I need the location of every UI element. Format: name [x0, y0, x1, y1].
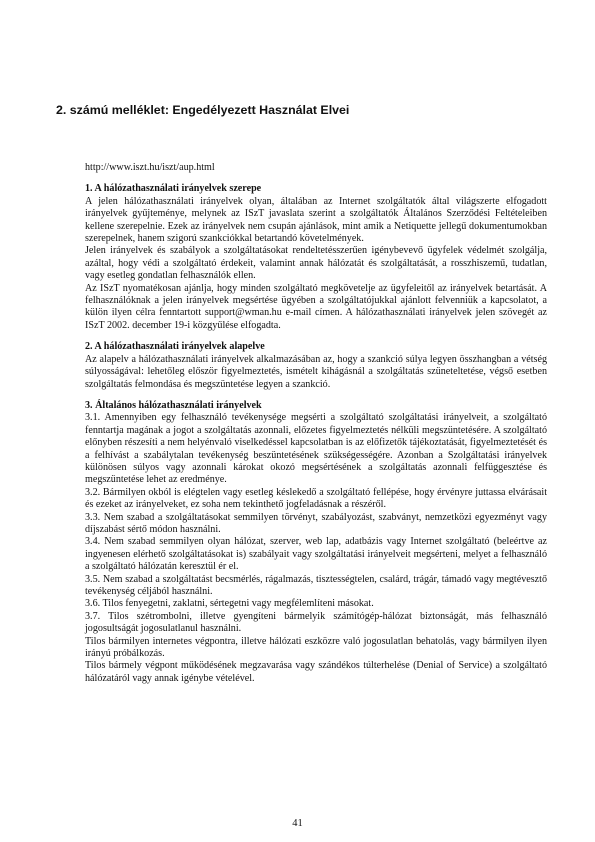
document-body	[85, 162, 547, 694]
section-1	[85, 183, 547, 332]
page-title: 2. számú melléklet: Engedélyezett Használat Elvei	[56, 103, 350, 117]
section-3	[85, 400, 547, 685]
paragraph: Jelen irányelvek és szabályok a szolgáltatásokat rendeltetésszerűen igénybevevő ügyfelek védelmét szolgálja, azáltal, hogy védi a szolgáltató érdekeit, valamint annak hálózatát és szolgáltatását, a rosszhiszemű, tudatlan, vagy esetleg gondatlan felhasználók ellen.	[85, 245, 547, 282]
source-url[interactable]: http://www.iszt.hu/iszt/aup.html	[85, 162, 215, 173]
paragraph: Tilos bármely végpont működésének megzavarása vagy szándékos túlterhelése (Denial of Service) a szolgáltató hálózatáról vagy annak igénybe vételével.	[85, 660, 547, 684]
paragraph: 3.4. Nem szabad semmilyen olyan hálózat, szerver, web lap, adatbázis vagy Internet szolgáltató (beleértve az ingyenesen elérhető szolgáltatásokat is) szabályait vagy szolgáltatási irányelveit megsérteni, melyet a felhasználó a szolgáltató hálózatán keresztül ér el.	[85, 536, 547, 573]
section-2	[85, 341, 547, 391]
paragraph: Az ISzT nyomatékosan ajánlja, hogy minden szolgáltató megkövetelje az ügyfeleitől az irányelvek betartását. A felhasználóknak a jelen irányelvek megsértése ügyében a szolgáltatójukkal ajánlott felvenniük a kapcsolatot, a külön ilyen célra fenntartott support@wman.hu e-mail címen. A hálózathasználati irányelvek jelen szövegét az ISzT 2002. december 19-i közgyűlése elfogadta.	[85, 282, 547, 331]
paragraph: A jelen hálózathasználati irányelvek olyan, általában az Internet szolgáltatók által világszerte elfogadott irányelvek gyűjteménye, melynek az ISzT javaslata szerint a szolgáltatók Általános Szerződési Feltételeiben kellene szerepelnie. Ezek az irányelvek nem csupán ajánlások, mint amik a Netiquette jellegű dokumentumokban szerepelnek, hanem szigorú szankciókkal betartandó követelmények.	[85, 195, 547, 245]
page-number: 41	[292, 818, 303, 829]
section-heading: 3. Általános hálózathasználati irányelvek	[85, 399, 262, 411]
paragraph: 3.5. Nem szabad a szolgáltatást becsmérlés, rágalmazás, tisztességtelen, csalárd, trágár, támadó vagy megtévesztő tevékenység céljából használni.	[85, 573, 547, 597]
paragraph: 3.7. Tilos szétrombolni, illetve gyengíteni bármelyik számítógép-hálózat biztonságát, más felhasználó jogosultságát jogosulatlanul használni.	[85, 610, 547, 635]
paragraph: Tilos bármilyen internetes végpontra, illetve hálózati eszközre való jogosulatlan behatolás, vagy bármilyen ilyen irányú próbálkozás.	[85, 635, 547, 660]
section-heading: 1. A hálózathasználati irányelvek szerepe	[85, 183, 262, 195]
paragraph: Az alapelv a hálózathasználati irányelvek alkalmazásában az, hogy a szankció súlya legyen összhangban a vétség súlyosságával: lehetőleg először figyelmeztetés, ismételt kihágásnál a szolgáltatás szüneteltetése, végső esetben szolgáltatás felmondása és megszüntetése legyen a szankció.	[85, 353, 547, 390]
paragraph: 3.2. Bármilyen okból is elégtelen vagy esetleg késlekedő a szolgáltató fellépése, hogy érvényre juttassa elvárásait és ezeket az irányelveket, ez soha nem tekinthető jogfeladásnak a részéről.	[85, 486, 547, 511]
paragraph: 3.1. Amennyiben egy felhasználó tevékenysége megsérti a szolgáltató szolgáltatási irányelveit, a szolgáltató fenntartja magának a jogot a szolgáltatás azonnali, előzetes figyelmeztetés nélküli megszüntetésére. A szolgáltató előnyben részesíti a nem helyénvaló viselkedéssel kapcsolatban is az előfizetők tájékoztatását, figyelmeztetését és a felhívást a szabálytalan tevékenység beszüntetésének szükségességére. Azonban a Szolgáltatási irányelvek különösen súlyos vagy azonnali károkat okozó megsértésének a szolgáltatás azonnali felfüggesztése és megszüntetése lehet az eredménye.	[85, 412, 547, 486]
paragraph: 3.3. Nem szabad a szolgáltatásokat semmilyen törvényt, szabályozást, szabványt, nemzetközi egyezményt vagy díjszabást sértő módon használni.	[85, 511, 547, 535]
paragraph: 3.6. Tilos fenyegetni, zaklatni, sértegetni vagy megfélemlíteni másokat.	[85, 598, 374, 610]
section-heading: 2. A hálózathasználati irányelvek alapelve	[85, 341, 265, 353]
